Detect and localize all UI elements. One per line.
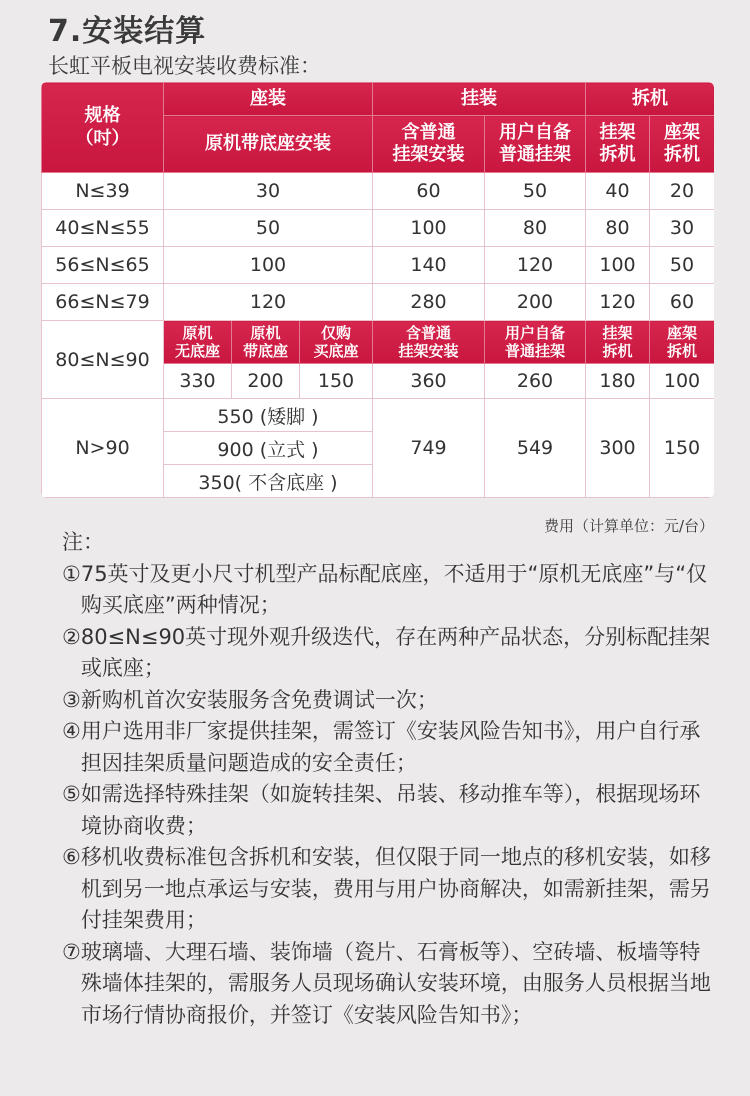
fee-table	[41, 82, 714, 498]
remove-hang-header: 挂架 拆机	[586, 116, 650, 173]
note-text: 用户选用非厂家提供挂架，需签订《安装风险告知书》，用户自行承担因挂架质量问题造成的安全责任；	[80, 719, 701, 775]
seat-fee-cell: 30	[164, 173, 373, 210]
note-text: 新购机首次安装服务含免费调试一次；	[80, 687, 438, 712]
remove-seat-fee-cell: 100	[650, 364, 714, 399]
seat-fee-cell: 120	[164, 284, 373, 321]
remove-seat-fee-cell: 20	[650, 173, 714, 210]
note-number: ②	[62, 624, 81, 649]
table-row-over-90	[42, 399, 715, 432]
remove-hang-fee-cell: 120	[586, 284, 650, 321]
seat-install-header: 原机带底座安装	[164, 116, 373, 173]
hang-user-header: 用户自备 普通挂架	[485, 116, 586, 173]
note-text: 如需选择特殊挂架（如旋转挂架、吊装、移动推车等），根据现场环境协商收费；	[80, 782, 701, 838]
seat-fee-no-base-cell: 350( 不含底座 )	[164, 465, 373, 498]
hang-user-header: 用户自备 普通挂架	[485, 321, 586, 364]
note-item	[62, 937, 712, 1032]
hang-user-fee-cell: 120	[485, 247, 586, 284]
unit-note: 费用（计算单位：元/台）	[543, 517, 714, 535]
remove-seat-fee-cell: 150	[650, 399, 714, 498]
table-row	[42, 247, 715, 284]
with-base-fee-cell: 200	[232, 364, 300, 399]
hang-std-header: 含普通 挂架安装	[373, 116, 485, 173]
page-title: 7.安装结算	[48, 14, 207, 49]
group-hang-header: 挂装	[373, 83, 586, 116]
note-text: 移机收费标准包含拆机和安装，但仅限于同一地点的移机安装，如移机到另一地点承运与安装，费用与用户协商解决，如需新挂架，需另付挂架费用；	[80, 845, 711, 932]
note-item	[62, 622, 712, 685]
note-item	[62, 716, 712, 779]
table-row	[42, 173, 715, 210]
hang-user-fee-cell: 260	[485, 364, 586, 399]
notes-title: 注：	[62, 530, 104, 554]
table-row-80-90-header	[42, 321, 715, 364]
spec-cell: 80≤N≤90	[42, 321, 164, 399]
hang-std-fee-cell: 100	[373, 210, 485, 247]
remove-hang-fee-cell: 180	[586, 364, 650, 399]
seat-fee-cell: 50	[164, 210, 373, 247]
hang-user-fee-cell: 200	[485, 284, 586, 321]
hang-user-fee-cell: 549	[485, 399, 586, 498]
note-item	[62, 842, 712, 937]
remove-hang-header: 挂架 拆机	[586, 321, 650, 364]
hang-user-fee-cell: 50	[485, 173, 586, 210]
remove-hang-fee-cell: 40	[586, 173, 650, 210]
hang-std-fee-cell: 60	[373, 173, 485, 210]
hang-std-fee-cell: 360	[373, 364, 485, 399]
buy-base-header: 仅购 买底座	[300, 321, 373, 364]
note-item	[62, 685, 712, 717]
note-number: ⑥	[62, 845, 81, 869]
spec-cell: 66≤N≤79	[42, 284, 164, 321]
note-text: 80≤N≤90英寸现外观升级迭代，存在两种产品状态，分别标配挂架或底座；	[80, 624, 711, 680]
remove-seat-header: 座架 拆机	[650, 116, 714, 173]
remove-seat-header: 座架 拆机	[650, 321, 714, 364]
spec-cell: N>90	[42, 399, 164, 498]
spec-cell: 40≤N≤55	[42, 210, 164, 247]
note-item	[62, 779, 712, 842]
note-number: ⑤	[62, 782, 81, 806]
remove-hang-fee-cell: 100	[586, 247, 650, 284]
seat-fee-cell: 100	[164, 247, 373, 284]
remove-seat-fee-cell: 60	[650, 284, 714, 321]
fee-table-container	[41, 82, 714, 498]
remove-hang-fee-cell: 300	[586, 399, 650, 498]
hang-std-fee-cell: 140	[373, 247, 485, 284]
spec-header: 规格 （吋）	[42, 83, 164, 173]
seat-fee-short-leg-cell: 550 (矮脚 )	[164, 399, 373, 432]
note-item	[62, 559, 712, 622]
note-text: 75英寸及更小尺寸机型产品标配底座，不适用于“原机无底座”与“仅购买底座”两种情况；	[80, 561, 708, 617]
note-number: ③	[62, 687, 81, 712]
table-row	[42, 210, 715, 247]
note-number: ⑦	[62, 939, 81, 964]
remove-seat-fee-cell: 50	[650, 247, 714, 284]
hang-std-header: 含普通 挂架安装	[373, 321, 485, 364]
buy-base-fee-cell: 150	[300, 364, 373, 399]
with-base-header: 原机 带底座	[232, 321, 300, 364]
seat-fee-standing-cell: 900 (立式 )	[164, 432, 373, 465]
hang-std-fee-cell: 280	[373, 284, 485, 321]
table-row	[42, 284, 715, 321]
group-remove-header: 拆机	[586, 83, 714, 116]
group-seat-header: 座装	[164, 83, 373, 116]
page-subtitle: 长虹平板电视安装收费标准：	[48, 54, 321, 78]
remove-seat-fee-cell: 30	[650, 210, 714, 247]
spec-cell: 56≤N≤65	[42, 247, 164, 284]
no-base-fee-cell: 330	[164, 364, 232, 399]
note-number: ④	[62, 719, 81, 743]
note-text: 玻璃墙、大理石墙、装饰墙（瓷片、石膏板等）、空砖墙、板墙等特殊墙体挂架的，需服务人员现场确认安装环境，由服务人员根据当地市场行情协商报价，并签订《安装风险告知书》；	[80, 939, 711, 1027]
spec-cell: N≤39	[42, 173, 164, 210]
hang-user-fee-cell: 80	[485, 210, 586, 247]
remove-hang-fee-cell: 80	[586, 210, 650, 247]
notes-section	[62, 527, 712, 1031]
hang-std-fee-cell: 749	[373, 399, 485, 498]
no-base-header: 原机 无底座	[164, 321, 232, 364]
note-number: ①	[62, 561, 81, 586]
